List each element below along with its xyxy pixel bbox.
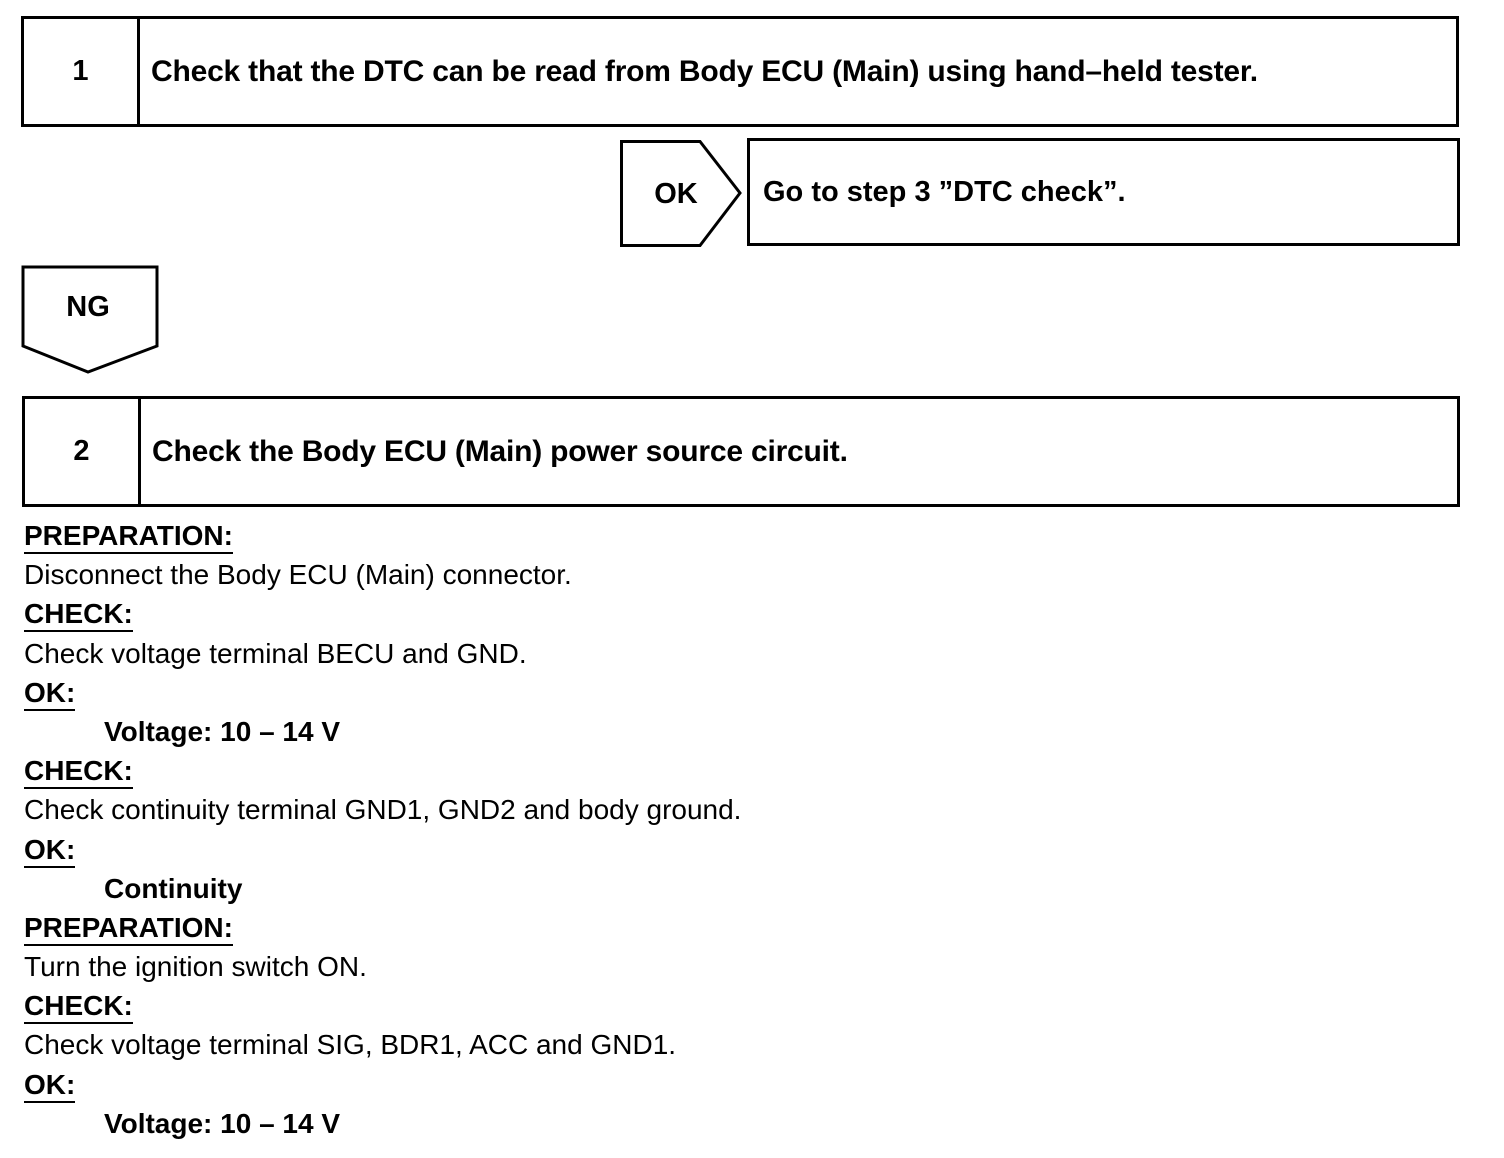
step-1-box — [21, 16, 1459, 127]
step-2-number: 2 — [25, 399, 141, 504]
ok-value: Voltage: 10 – 14 V — [104, 1107, 341, 1139]
check-text: Check voltage terminal BECU and GND. — [24, 637, 527, 669]
procedure — [24, 516, 1024, 1143]
check-text: Check continuity terminal GND1, GND2 and body ground. — [24, 794, 742, 826]
ok-value: Voltage: 10 – 14 V — [104, 715, 341, 747]
step-1-number: 1 — [24, 19, 140, 124]
ok-value: Continuity — [104, 872, 243, 904]
ok-result-box — [747, 138, 1460, 246]
preparation-heading: PREPARATION: — [24, 908, 1024, 947]
ok-heading: OK: — [24, 673, 1024, 712]
preparation-heading: PREPARATION: — [24, 516, 1024, 555]
step-2-text: Check the Body ECU (Main) power source circuit. — [152, 434, 848, 468]
check-text: Check voltage terminal SIG, BDR1, ACC and GND1. — [24, 1029, 677, 1061]
preparation-text: Turn the ignition switch ON. — [24, 951, 367, 983]
check-heading: CHECK: — [24, 594, 1024, 633]
ng-arrow-icon — [20, 264, 160, 376]
ok-result-text: Go to step 3 ”DTC check”. — [763, 175, 1126, 208]
ok-heading: OK: — [24, 830, 1024, 869]
preparation-text: Disconnect the Body ECU (Main) connector. — [24, 559, 572, 591]
check-heading: CHECK: — [24, 986, 1024, 1025]
step-2-box — [22, 396, 1460, 507]
ok-heading: OK: — [24, 1065, 1024, 1104]
check-heading: CHECK: — [24, 751, 1024, 790]
ok-arrow-icon — [618, 138, 746, 250]
step-1-text: Check that the DTC can be read from Body ECU (Main) using hand–held tester. — [151, 54, 1258, 88]
ok-label: OK — [654, 178, 698, 210]
ng-label: NG — [66, 291, 110, 323]
